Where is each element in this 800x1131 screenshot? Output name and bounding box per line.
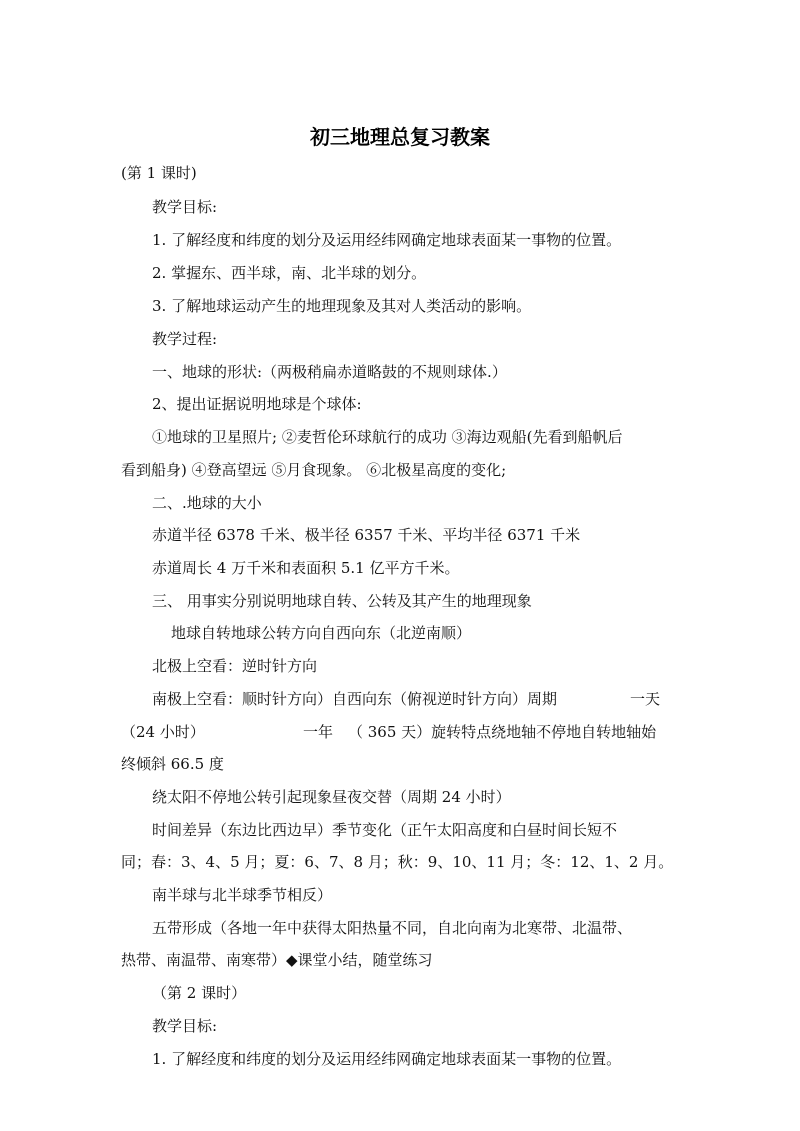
revolution-line: 绕太阳不停地公转引起现象昼夜交替（周期 24 小时） bbox=[152, 788, 511, 806]
rotation-heading: 三、 用事实分别说明地球自转、公转及其产生的地理现象 bbox=[152, 592, 532, 610]
rotation-direction-line: 地球自转地球公转方向自西向东（北逆南顺） bbox=[171, 624, 472, 642]
south-pole-line: 南极上空看：顺时针方向）自西向东（俯视逆时针方向）周期 bbox=[152, 690, 558, 708]
process-heading: 教学过程: bbox=[152, 330, 218, 348]
seasons-line-3: 南半球与北半球季节相反） bbox=[152, 886, 333, 904]
goal-item-1: 1. 了解经度和纬度的划分及运用经纬网确定地球表面某一事物的位置。 bbox=[152, 231, 622, 249]
one-year-label: 一年 bbox=[303, 723, 334, 741]
seasons-line-1: 时间差异（东边比西边早）季节变化（正午太阳高度和白昼时间长短不 bbox=[152, 821, 618, 839]
seasons-line-2: 同；春：3、4、5 月；夏：6、7、8 月；秋：9、10、11 月；冬：12、1、2 月。 bbox=[121, 853, 674, 871]
radius-line: 赤道半径 6378 千米、极半径 6357 千米、平均半径 6371 千米 bbox=[152, 526, 581, 544]
goal-item-3: 3. 了解地球运动产生的地理现象及其对人类活动的影响。 bbox=[152, 297, 532, 315]
goal-2-item-1: 1. 了解经度和纬度的划分及运用经纬网确定地球表面某一事物的位置。 bbox=[152, 1050, 622, 1068]
goals-heading-2: 教学目标: bbox=[152, 1017, 218, 1035]
evidence-line-1: ①地球的卫星照片; ②麦哲伦环球航行的成功 ③海边观船(先看到船帆后 bbox=[152, 428, 623, 446]
north-pole-line: 北极上空看：逆时针方向 bbox=[152, 657, 318, 675]
zones-line-2: 热带、南温带、南寒带）◆课堂小结，随堂练习 bbox=[121, 951, 433, 969]
axis-tilt-line: 终倾斜 66.5 度 bbox=[121, 755, 224, 773]
one-day-label: 一天 bbox=[630, 690, 661, 708]
goals-heading: 教学目标: bbox=[152, 198, 218, 216]
lesson-1-label: (第 1 课时) bbox=[121, 164, 197, 182]
lesson-2-label: （第 2 课时） bbox=[152, 984, 247, 1002]
evidence-line-2: 看到船身) ④登高望远 ⑤月食现象。 ⑥北极星高度的变化; bbox=[121, 461, 507, 479]
earth-size-heading: 二、.地球的大小 bbox=[152, 494, 262, 512]
year-rotation-line: （ 365 天）旋转特点绕地轴不停地自转地轴始 bbox=[348, 723, 657, 741]
earth-shape-line: 一、地球的形状:（两极稍扁赤道略鼓的不规则球体.） bbox=[152, 363, 507, 381]
circumference-line: 赤道周长 4 万千米和表面积 5.1 亿平方千米。 bbox=[152, 559, 460, 577]
goal-item-2: 2. 掌握东、西半球，南、北半球的划分。 bbox=[152, 264, 427, 282]
zones-line-1: 五带形成（各地一年中获得太阳热量不同，自北向南为北寒带、北温带、 bbox=[152, 919, 633, 937]
document-title: 初三地理总复习教案 bbox=[310, 125, 490, 149]
period-24h-label: （24 小时） bbox=[121, 723, 205, 741]
evidence-intro: 2、提出证据说明地球是个球体: bbox=[152, 395, 362, 413]
